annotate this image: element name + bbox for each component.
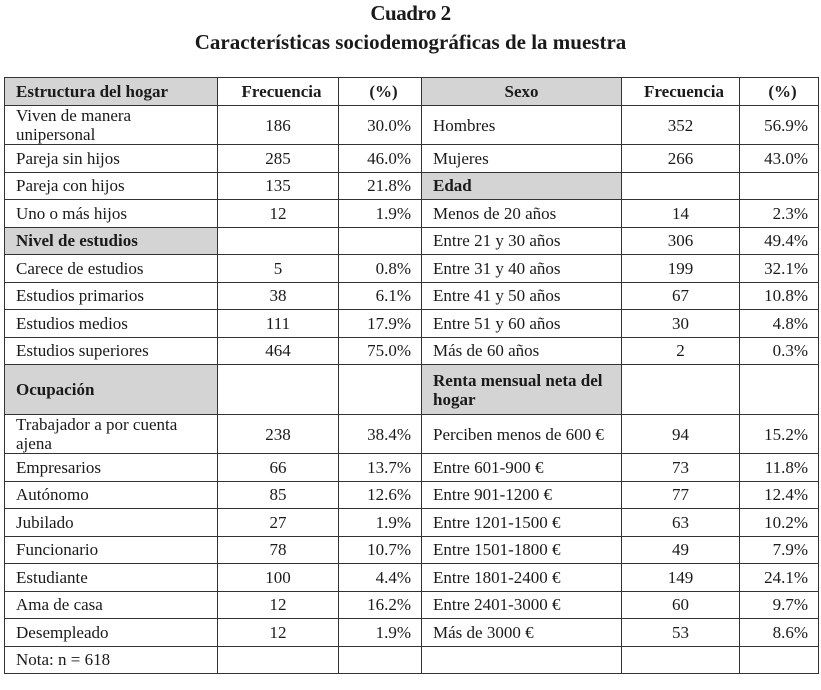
row-label-left: Pareja sin hijos [5, 145, 218, 173]
demographics-table [4, 77, 819, 674]
header-frequency-left: Frecuencia [218, 78, 339, 106]
row-label-left: Autónomo [5, 481, 218, 509]
row-percent-right: 49.4% [740, 227, 819, 255]
row-frequency-right: 266 [622, 145, 740, 173]
row-percent-left: 10.7% [339, 536, 422, 564]
row-percent-left: 17.9% [339, 310, 422, 338]
row-label-left: Funcionario [5, 536, 218, 564]
row-label-right: Entre 601-900 € [422, 454, 622, 482]
row-frequency-right: 306 [622, 227, 740, 255]
row-frequency-right: 352 [622, 106, 740, 145]
row-percent-right: 56.9% [740, 106, 819, 145]
row-percent-right: 10.2% [740, 509, 819, 537]
table-row [5, 172, 819, 200]
table-note: Nota: n = 618 [5, 646, 218, 674]
row-percent-right: 4.8% [740, 310, 819, 338]
row-percent-right: 24.1% [740, 564, 819, 592]
row-frequency-right: 199 [622, 255, 740, 283]
row-label-left: Estudios primarios [5, 282, 218, 310]
row-frequency-left: 135 [218, 172, 339, 200]
row-percent-right: 43.0% [740, 145, 819, 173]
row-frequency-right [622, 365, 740, 415]
section-header-occupation: Ocupación [5, 365, 218, 415]
row-percent-right: 0.3% [740, 337, 819, 365]
row-label-left: Ama de casa [5, 591, 218, 619]
row-label-left: Uno o más hijos [5, 200, 218, 228]
empty-cell [740, 646, 819, 674]
row-frequency-left: 5 [218, 255, 339, 283]
row-frequency-left: 12 [218, 591, 339, 619]
row-percent-left: 21.8% [339, 172, 422, 200]
row-label-left: Pareja con hijos [5, 172, 218, 200]
row-label-left: Jubilado [5, 509, 218, 537]
row-label-right: Menos de 20 años [422, 200, 622, 228]
row-frequency-left: 27 [218, 509, 339, 537]
table-row [5, 415, 819, 454]
row-label-left: Trabajador a por cuenta ajena [5, 415, 218, 454]
row-percent-right: 12.4% [740, 481, 819, 509]
row-label-right: Entre 51 y 60 años [422, 310, 622, 338]
row-frequency-left: 238 [218, 415, 339, 454]
row-percent-left: 4.4% [339, 564, 422, 592]
table-subtitle: Características sociodemográficas de la muestra [194, 30, 627, 54]
row-percent-right: 2.3% [740, 200, 819, 228]
row-frequency-left [218, 227, 339, 255]
row-label-left: Empresarios [5, 454, 218, 482]
table-row [5, 536, 819, 564]
header-sex: Sexo [422, 78, 622, 106]
row-label-right: Más de 60 años [422, 337, 622, 365]
row-percent-right: 7.9% [740, 536, 819, 564]
row-frequency-left: 12 [218, 200, 339, 228]
row-frequency-right: 60 [622, 591, 740, 619]
table-row [5, 619, 819, 647]
row-percent-left [339, 365, 422, 415]
row-frequency-right: 53 [622, 619, 740, 647]
row-frequency-left [218, 365, 339, 415]
row-percent-right: 15.2% [740, 415, 819, 454]
row-frequency-left: 66 [218, 454, 339, 482]
row-frequency-right: 30 [622, 310, 740, 338]
section-header-education: Nivel de estudios [5, 227, 218, 255]
row-frequency-right: 14 [622, 200, 740, 228]
header-household-structure: Estructura del hogar [5, 78, 218, 106]
row-label-right: Entre 21 y 30 años [422, 227, 622, 255]
row-frequency-left: 285 [218, 145, 339, 173]
row-percent-left: 38.4% [339, 415, 422, 454]
table-row [5, 481, 819, 509]
note-row [5, 646, 819, 674]
row-label-right: Entre 2401-3000 € [422, 591, 622, 619]
row-percent-left: 13.7% [339, 454, 422, 482]
row-percent-left: 1.9% [339, 509, 422, 537]
table-title: Cuadro 2 [370, 1, 451, 25]
section-header-income: Renta mensual neta del hogar [422, 365, 622, 415]
row-frequency-right: 67 [622, 282, 740, 310]
table-row [5, 310, 819, 338]
row-frequency-left: 12 [218, 619, 339, 647]
row-percent-right: 8.6% [740, 619, 819, 647]
row-percent-left: 0.8% [339, 255, 422, 283]
row-percent-left: 6.1% [339, 282, 422, 310]
row-percent-left [339, 227, 422, 255]
row-frequency-right: 149 [622, 564, 740, 592]
row-frequency-right: 73 [622, 454, 740, 482]
table-row [5, 337, 819, 365]
row-label-right: Entre 1501-1800 € [422, 536, 622, 564]
row-label-left: Estudios medios [5, 310, 218, 338]
row-frequency-right: 2 [622, 337, 740, 365]
row-frequency-left: 464 [218, 337, 339, 365]
table-row [5, 106, 819, 145]
empty-cell [622, 646, 740, 674]
row-label-right: Entre 1201-1500 € [422, 509, 622, 537]
row-percent-right: 9.7% [740, 591, 819, 619]
row-frequency-right: 63 [622, 509, 740, 537]
row-label-left: Viven de manera unipersonal [5, 106, 218, 145]
row-label-left: Estudios superiores [5, 337, 218, 365]
row-percent-left: 1.9% [339, 619, 422, 647]
row-percent-left: 75.0% [339, 337, 422, 365]
row-frequency-right [622, 172, 740, 200]
title-block [0, 0, 821, 55]
row-label-right: Entre 1801-2400 € [422, 564, 622, 592]
row-percent-left: 12.6% [339, 481, 422, 509]
row-percent-right: 32.1% [740, 255, 819, 283]
section-header-age: Edad [422, 172, 622, 200]
row-label-right: Más de 3000 € [422, 619, 622, 647]
row-percent-left: 30.0% [339, 106, 422, 145]
row-frequency-right: 94 [622, 415, 740, 454]
empty-cell [422, 646, 622, 674]
table-row [5, 200, 819, 228]
table-row [5, 591, 819, 619]
row-frequency-right: 49 [622, 536, 740, 564]
row-percent-right [740, 365, 819, 415]
row-label-left: Estudiante [5, 564, 218, 592]
row-label-right: Mujeres [422, 145, 622, 173]
table-row [5, 365, 819, 415]
header-frequency-right: Frecuencia [622, 78, 740, 106]
row-percent-left: 16.2% [339, 591, 422, 619]
row-frequency-left: 38 [218, 282, 339, 310]
table-row [5, 564, 819, 592]
empty-cell [218, 646, 339, 674]
header-percent-left: (%) [339, 78, 422, 106]
table-row [5, 227, 819, 255]
row-percent-right: 10.8% [740, 282, 819, 310]
row-label-right: Entre 31 y 40 años [422, 255, 622, 283]
row-frequency-left: 186 [218, 106, 339, 145]
empty-cell [339, 646, 422, 674]
table-row [5, 454, 819, 482]
table-row [5, 282, 819, 310]
row-frequency-left: 78 [218, 536, 339, 564]
row-percent-left: 1.9% [339, 200, 422, 228]
row-label-right: Entre 41 y 50 años [422, 282, 622, 310]
table-row [5, 145, 819, 173]
row-frequency-right: 77 [622, 481, 740, 509]
row-label-right: Entre 901-1200 € [422, 481, 622, 509]
header-percent-right: (%) [740, 78, 819, 106]
table-row [5, 509, 819, 537]
table-row [5, 255, 819, 283]
row-frequency-left: 111 [218, 310, 339, 338]
row-frequency-left: 100 [218, 564, 339, 592]
row-label-right: Perciben menos de 600 € [422, 415, 622, 454]
row-percent-right: 11.8% [740, 454, 819, 482]
row-label-left: Desempleado [5, 619, 218, 647]
header-row [5, 78, 819, 106]
row-label-right: Hombres [422, 106, 622, 145]
row-percent-right [740, 172, 819, 200]
row-percent-left: 46.0% [339, 145, 422, 173]
row-frequency-left: 85 [218, 481, 339, 509]
row-label-left: Carece de estudios [5, 255, 218, 283]
